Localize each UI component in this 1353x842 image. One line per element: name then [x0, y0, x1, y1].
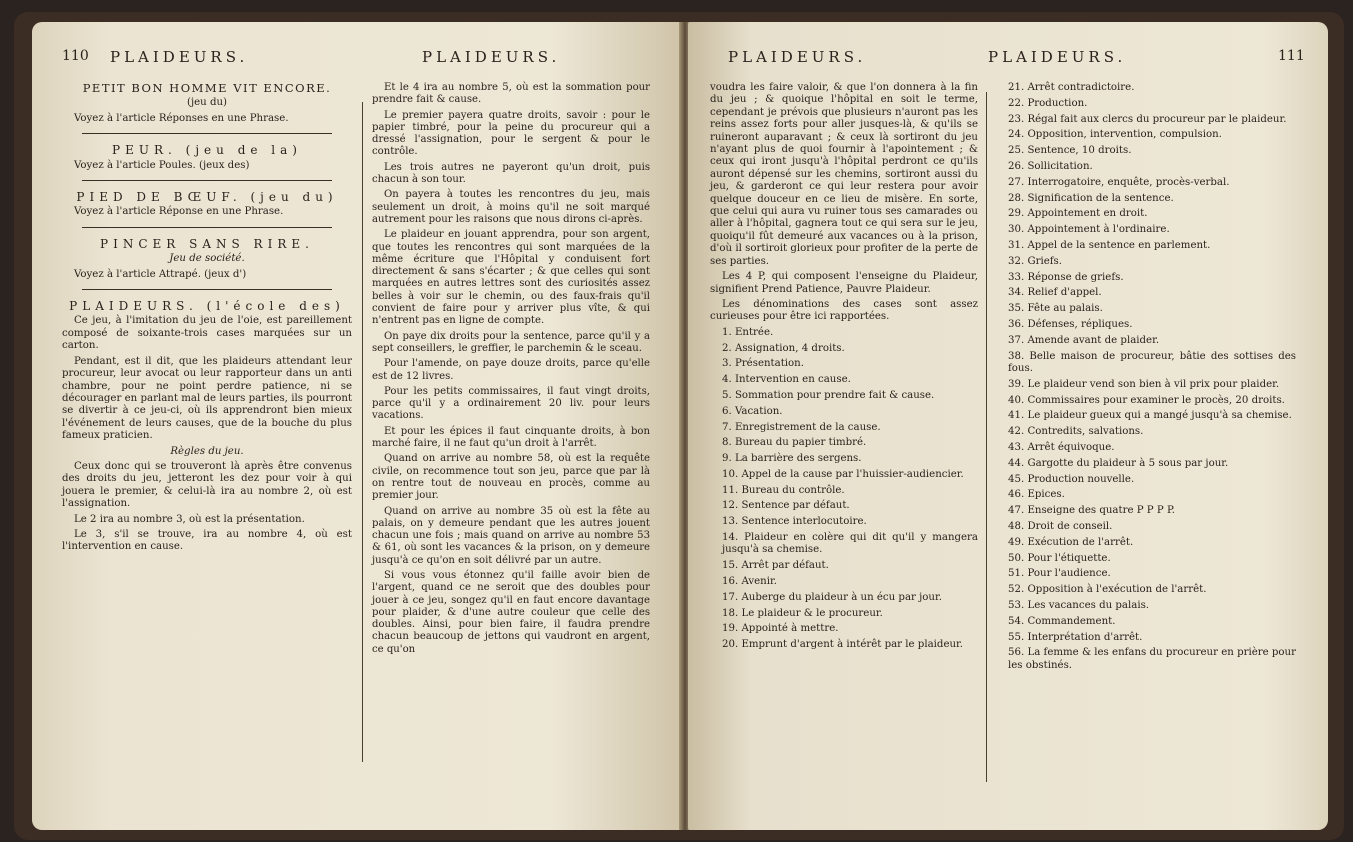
- right-page-column-1: [710, 82, 978, 655]
- list-item: 3. Présentation.: [722, 358, 804, 370]
- paragraph: Le 3, s'il se trouve, ira au nombre 4, où est l'intervention en cause.: [62, 528, 352, 553]
- entry-reference: Voyez à l'article Poules. (jeux des): [74, 159, 250, 171]
- section-title: Règles du jeu.: [170, 445, 244, 457]
- left-page-column-2: [372, 82, 650, 659]
- running-header-left-col2: PLAIDEURS.: [422, 48, 561, 66]
- list-item: 23. Régal fait aux clercs du procureur par le plaideur.: [1008, 113, 1287, 125]
- list-item: 6. Vacation.: [722, 405, 783, 417]
- list-item: 25. Sentence, 10 droits.: [1008, 145, 1132, 157]
- list-item: 34. Relief d'appel.: [1008, 287, 1102, 299]
- page-number-right: 111: [1278, 48, 1305, 64]
- running-header-right-col2: PLAIDEURS.: [988, 48, 1127, 66]
- entry-reference: Voyez à l'article Réponses en une Phrase.: [74, 112, 289, 124]
- page-number-left: 110: [62, 48, 89, 64]
- paragraph: Quand on arrive au nombre 58, où est la requête civile, on recommence tout son jeu, parce que par là on rentre tout de nouveau en procès, comme au premier jour.: [372, 453, 650, 502]
- list-item: 50. Pour l'étiquette.: [1008, 552, 1111, 564]
- paragraph: Pour les petits commissaires, il faut vingt droits, parce qu'il y a ordinairement 20 liv. pour leurs vacations.: [372, 385, 650, 422]
- paragraph: Quand on arrive au nombre 35 où est la fête au palais, on y demeure pendant que les autres jouent chacun une fois ; mais quand on arrive au nombre 53 & 61, où sont les vacances & la prison, on y demeure jusqu'à ce qu'on en soit délivré par un autre.: [372, 505, 650, 566]
- list-item: 41. Le plaideur gueux qui a mangé jusqu'à sa chemise.: [1008, 410, 1292, 422]
- paragraph: Si vous vous étonnez qu'il faille avoir bien de l'argent, quand ce ne seroit que des doubles pour jouer à ce jeu, songez qu'il en faut encore davantage pour plaider, & d'une autre couleur que celle des doubles. Ainsi, pour bien faire, il faudra prendre chacun beaucoup de jettons qui vaudront en argent, ce qu'on: [372, 569, 650, 655]
- paragraph: On payera à toutes les rencontres du jeu, mais seulement un droit, à moins qu'il ne soit marqué autrement pour les raisons que nous dirons ci-après.: [372, 189, 650, 225]
- divider: [82, 289, 332, 290]
- list-item: 43. Arrêt équivoque.: [1008, 441, 1115, 453]
- list-item: 49. Exécution de l'arrêt.: [1008, 536, 1134, 548]
- open-book: [14, 12, 1344, 840]
- paragraph: Le plaideur en jouant apprendra, pour son argent, que toutes les rencontres qui sont marquées de la même écriture que l'Hôpital y conduisent fort directement & sans s'écarter ; & que celles qui sont marquées en autres lettres sont des curiosités assez belles à voir sur le chemin, ou des faux-frais qu'il convient de faire pour y arriver plus vîte, & qui n'entrent pas en ligne de compte.: [372, 229, 650, 327]
- list-item: 11. Bureau du contrôle.: [722, 484, 845, 496]
- entry-title: PINCER SANS RIRE.: [100, 236, 314, 251]
- list-item: 5. Sommation pour prendre fait & cause.: [722, 389, 935, 401]
- running-header-left-col1: PLAIDEURS.: [110, 48, 249, 66]
- case-list: [710, 327, 978, 652]
- entry-subtitle: Jeu de société.: [169, 253, 245, 265]
- right-page-column-2: [996, 82, 1296, 676]
- list-item: 14. Plaideur en colère qui dit qu'il y mangera jusqu'à sa chemise.: [722, 532, 978, 556]
- entry-title: PLAIDEURS. (l'école des): [69, 299, 345, 314]
- list-item: 8. Bureau du papier timbré.: [722, 437, 867, 449]
- list-item: 27. Interrogatoire, enquête, procès-verbal.: [1008, 176, 1230, 188]
- paragraph: Pendant, est il dit, que les plaideurs attendant leur procureur, leur avocat ou leur rapporteur dans un anti chambre, pour ne point perdre patience, ni se décourager en parlant mal de leurs parties, ils pourront se divertir à ce jeu-ci, où ils apprendront bien mieux l'événement de leurs causes, que de la bouche du plus fameux praticien.: [62, 355, 352, 442]
- paragraph: Et le 4 ira au nombre 5, où est la sommation pour prendre fait & cause.: [372, 82, 650, 106]
- case-list: [996, 82, 1296, 672]
- list-item: 7. Enregistrement de la cause.: [722, 421, 881, 433]
- list-item: 38. Belle maison de procureur, bâtie des sottises des fous.: [1008, 350, 1296, 374]
- list-item: 15. Arrêt par défaut.: [722, 560, 829, 572]
- list-item: 28. Signification de la sentence.: [1008, 192, 1174, 204]
- list-item: 19. Appointé à mettre.: [722, 623, 839, 635]
- list-item: 55. Interprétation d'arrêt.: [1008, 631, 1143, 643]
- paragraph: Ce jeu, à l'imitation du jeu de l'oie, est pareillement composé de soixante-trois cases marquées sur un carton.: [62, 315, 352, 352]
- paragraph: Les dénominations des cases sont assez curieuses pour être ici rapportées.: [710, 298, 978, 323]
- list-item: 42. Contredits, salvations.: [1008, 426, 1144, 438]
- list-item: 16. Avenir.: [722, 576, 777, 588]
- list-item: 32. Griefs.: [1008, 255, 1062, 267]
- list-item: 2. Assignation, 4 droits.: [722, 342, 845, 354]
- list-item: 9. La barrière des sergens.: [722, 453, 862, 465]
- list-item: 1. Entrée.: [722, 326, 774, 338]
- entry-title: PETIT BON HOMME VIT ENCORE.: [82, 81, 332, 95]
- entry-reference: Voyez à l'article Réponse en une Phrase.: [74, 206, 284, 218]
- paragraph: voudra les faire valoir, & que l'on donnera à la fin du jeu ; & quoique l'hôpital en soit le terme, cependant je prévois que plusieurs n'auront pas les reins assez forts pour aller jusques-là, & qu'ils se ruineront auparavant ; & ceux là sortiront du jeu n'ayant plus de quoi fournir à l'apointement ; & ceux qui iront jusqu'à l'hôpital perdront ce qu'ils auront dépensé sur les chemins, sortiront aussi du jeu, & garderont ce qui leur restera pour avoir quelque douceur en ce lieu de misère. En sorte, que celui qui aura vu ruiner tous ses camarades ou aller à l'hôpital, gagnera tout ce qui sera sur le jeu, quoiqu'il fût demeuré aux vacances ou à la prison, d'où il sortiroit glorieux pour profiter de la perte de ses parties.: [710, 82, 978, 267]
- paragraph: Pour l'amende, on paye douze droits, parce qu'elle est de 12 livres.: [372, 358, 650, 382]
- list-item: 22. Production.: [1008, 97, 1088, 109]
- list-item: 36. Défenses, répliques.: [1008, 318, 1133, 330]
- right-page: [688, 22, 1328, 830]
- list-item: 48. Droit de conseil.: [1008, 520, 1113, 532]
- paragraph: Et pour les épices il faut cinquante droits, à bon marché faire, il ne faut qu'un droit à l'arrêt.: [372, 425, 650, 450]
- list-item: 54. Commandement.: [1008, 615, 1116, 627]
- list-item: 13. Sentence interlocutoire.: [722, 516, 867, 528]
- list-item: 35. Fête au palais.: [1008, 303, 1103, 315]
- list-item: 44. Gargotte du plaideur à 5 sous par jour.: [1008, 457, 1229, 469]
- list-item: 46. Epices.: [1008, 489, 1065, 501]
- paragraph: On paye dix droits pour la sentence, parce qu'il y a sept conseillers, le greffier, le parchemin & le sceau.: [372, 330, 650, 354]
- paragraph: Les 4 P, qui composent l'enseigne du Plaideur, signifient Prend Patience, Pauvre Plaideur.: [710, 271, 978, 295]
- list-item: 18. Le plaideur & le procureur.: [722, 607, 883, 619]
- list-item: 39. Le plaideur vend son bien à vil prix pour plaider.: [1008, 378, 1280, 390]
- entry-title: PIED DE BŒUF. (jeu du): [76, 190, 338, 205]
- list-item: 56. La femme & les enfans du procureur en prière pour les obstinés.: [1008, 647, 1296, 671]
- paragraph: Le 2 ira au nombre 3, où est la présentation.: [74, 513, 305, 525]
- list-item: 29. Appointement en droit.: [1008, 208, 1148, 220]
- list-item: 20. Emprunt d'argent à intérêt par le plaideur.: [722, 639, 964, 651]
- running-header-right-col1: PLAIDEURS.: [728, 48, 867, 66]
- divider: [82, 227, 332, 228]
- list-item: 47. Enseigne des quatre P P P P.: [1008, 505, 1176, 517]
- list-item: 12. Sentence par défaut.: [722, 500, 850, 512]
- list-item: 31. Appel de la sentence en parlement.: [1008, 239, 1211, 251]
- divider: [82, 180, 332, 181]
- paragraph: Les trois autres ne payeront qu'un droit, puis chacun à son tour.: [372, 161, 650, 186]
- left-page: [32, 22, 682, 830]
- list-item: 52. Opposition à l'exécution de l'arrêt.: [1008, 584, 1207, 596]
- left-page-column-1: [62, 82, 352, 557]
- list-item: 53. Les vacances du palais.: [1008, 599, 1150, 611]
- list-item: 10. Appel de la cause par l'huissier-audiencier.: [722, 468, 964, 480]
- list-item: 30. Appointement à l'ordinaire.: [1008, 224, 1170, 236]
- list-item: 40. Commissaires pour examiner le procès, 20 droits.: [1008, 394, 1285, 406]
- list-item: 37. Amende avant de plaider.: [1008, 334, 1160, 346]
- column-rule: [362, 102, 363, 762]
- entry-title: PEUR. (jeu de la): [112, 143, 302, 158]
- divider: [82, 133, 332, 134]
- list-item: 45. Production nouvelle.: [1008, 473, 1135, 485]
- list-item: 4. Intervention en cause.: [722, 374, 851, 386]
- list-item: 24. Opposition, intervention, compulsion.: [1008, 129, 1222, 141]
- list-item: 21. Arrêt contradictoire.: [1008, 82, 1135, 93]
- list-item: 26. Sollicitation.: [1008, 160, 1093, 172]
- list-item: 51. Pour l'audience.: [1008, 568, 1111, 580]
- paragraph: Le premier payera quatre droits, savoir : pour le papier timbré, pour la peine du procureur qui a dressé l'assignation, pour le sergent & pour le contrôle.: [372, 109, 650, 158]
- list-item: 33. Réponse de griefs.: [1008, 271, 1124, 283]
- paragraph: Ceux donc qui se trouveront là après être convenus des droits du jeu, jetteront les dez pour voir à qui jouera le premier, & celui-là ira au nombre 2, où est l'assignation.: [62, 460, 352, 510]
- list-item: 17. Auberge du plaideur à un écu par jour.: [722, 591, 942, 603]
- entry-reference: Voyez à l'article Attrapé. (jeux d'): [74, 268, 247, 280]
- column-rule: [986, 92, 987, 782]
- entry-subtitle: (jeu du): [186, 97, 228, 109]
